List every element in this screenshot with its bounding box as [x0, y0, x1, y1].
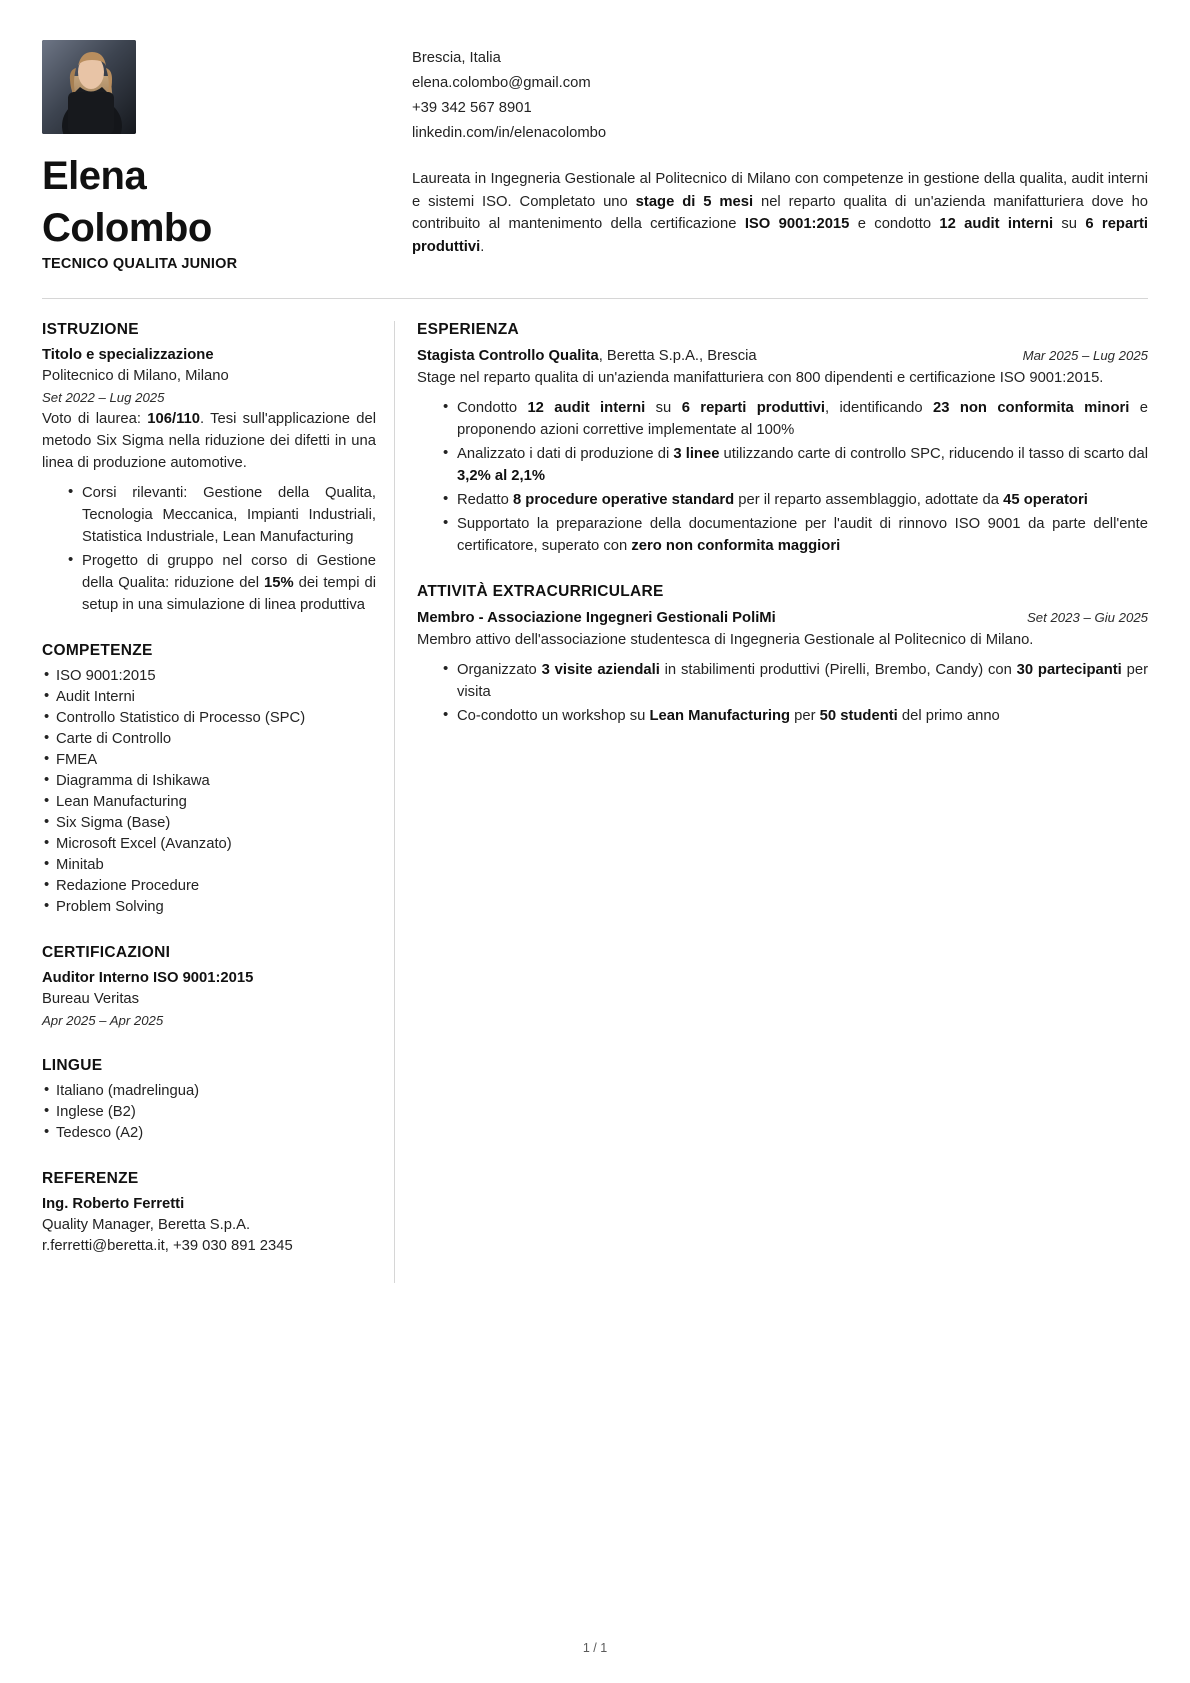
education-entry-institution: Politecnico di Milano, Milano	[42, 368, 229, 384]
list-item: • Diagramma di Ishikawa	[42, 771, 376, 792]
extracurricular-entries	[417, 607, 1148, 727]
list-item: • Redazione Procedure	[42, 876, 376, 897]
list-item: • Co-condotto un workshop su Lean Manufacturing per 50 studenti del primo anno	[439, 705, 1148, 727]
portrait-photo-icon	[42, 40, 136, 134]
list-item: • Organizzato 3 visite aziendali in stabilimenti produttivi (Pirelli, Brembo, Candy) con 30 partecipanti per visita	[439, 659, 1148, 703]
entry-title-group	[417, 608, 776, 629]
entry-company: , Beretta S.p.A., Brescia	[598, 348, 757, 364]
contact-phone[interactable]: +39 342 567 8901	[412, 100, 532, 116]
certification-issuer: Bureau Veritas	[42, 991, 140, 1007]
section-heading-education: ISTRUZIONE	[42, 321, 139, 338]
last-name: Colombo	[42, 206, 212, 250]
certification-date: Apr 2025 – Apr 2025	[42, 1013, 164, 1028]
header-divider	[42, 298, 1148, 299]
education-entry-date: Set 2022 – Lug 2025	[42, 390, 165, 405]
entry-bullet-list	[439, 397, 1148, 557]
reference-position: Quality Manager, Beretta S.p.A.	[42, 1217, 251, 1233]
entry-header-row	[417, 607, 1148, 629]
list-item: • Condotto 12 audit interni su 6 reparti produttivi, identificando 23 non conformita minori e proponendo azioni correttive implementate al 100%	[439, 397, 1148, 441]
section-heading-skills: COMPETENZE	[42, 642, 153, 659]
entry-role: Membro - Associazione Ingegneri Gestionali PoliMi	[417, 610, 776, 626]
entry-role: Stagista Controllo Qualita	[417, 348, 599, 364]
page-indicator: 1 / 1	[582, 1641, 608, 1655]
header-contact-block	[394, 40, 1148, 258]
list-item: • Carte di Controllo	[42, 729, 376, 750]
section-references	[42, 1170, 376, 1257]
skills-list	[42, 666, 376, 918]
list-item: • Progetto di gruppo nel corso di Gestione della Qualita: riduzione del 15% dei tempi di setup in una simulazione di linea produttiva	[64, 550, 376, 616]
experience-entries	[417, 345, 1148, 557]
education-entry-description: Voto di laurea: 106/110. Tesi sull'applicazione del metodo Six Sigma nella riduzione dei difetti in una linea di produzione automotive.	[42, 411, 377, 471]
list-item: • Audit Interni	[42, 687, 376, 708]
experience-entry	[417, 607, 1148, 727]
header-identity-block	[42, 40, 394, 272]
list-item: • Tedesco (A2)	[42, 1123, 376, 1144]
section-certifications	[42, 944, 376, 1031]
section-languages	[42, 1057, 376, 1144]
section-experience	[417, 321, 1148, 557]
entry-bullet-list	[439, 659, 1148, 727]
list-item: • Problem Solving	[42, 897, 376, 918]
resume-body	[42, 321, 1148, 1283]
contact-linkedin[interactable]: linkedin.com/in/elenacolombo	[412, 125, 607, 141]
section-heading-experience: ESPERIENZA	[417, 321, 520, 338]
entry-date: Mar 2025 – Lug 2025	[1022, 348, 1148, 363]
section-heading-languages: LINGUE	[42, 1057, 103, 1074]
section-heading-references: REFERENZE	[42, 1170, 139, 1187]
list-item: • Supportato la preparazione della documentazione per l'audit di rinnovo ISO 9001 da parte dell'ente certificatore, superato con zero non conformita maggiori	[439, 513, 1148, 557]
list-item: • Inglese (B2)	[42, 1102, 376, 1123]
reference-contact[interactable]: r.ferretti@beretta.it, +39 030 891 2345	[42, 1238, 293, 1254]
first-name: Elena	[42, 154, 147, 198]
entry-date: Set 2023 – Giu 2025	[1027, 610, 1148, 625]
list-item: • Six Sigma (Base)	[42, 813, 376, 834]
page-footer	[0, 1641, 1190, 1655]
left-column	[42, 321, 394, 1283]
education-bullet-list	[64, 482, 376, 616]
list-item: • Analizzato i dati di produzione di 3 linee utilizzando carte di controllo SPC, riducendo il tasso di scarto dal 3,2% al 2,1%	[439, 443, 1148, 487]
certification-title: Auditor Interno ISO 9001:2015	[42, 970, 254, 986]
languages-list	[42, 1081, 376, 1144]
education-entry-title: Titolo e specializzazione	[42, 347, 214, 363]
section-skills	[42, 642, 376, 918]
entry-description: Stage nel reparto qualita di un'azienda manifatturiera con 800 dipendenti e certificazione ISO 9001:2015.	[417, 370, 1104, 386]
list-item: • Minitab	[42, 855, 376, 876]
right-column	[394, 321, 1148, 1283]
list-item: • Redatto 8 procedure operative standard per il reparto assemblaggio, adottate da 45 operatori	[439, 489, 1148, 511]
contact-location: Brescia, Italia	[412, 50, 501, 66]
list-item: • FMEA	[42, 750, 376, 771]
section-heading-certifications: CERTIFICAZIONI	[42, 944, 171, 961]
entry-description: Membro attivo dell'associazione studentesca di Ingegneria Gestionale al Politecnico di Milano.	[417, 632, 1034, 648]
experience-entry	[417, 345, 1148, 557]
job-title: TECNICO QUALITA JUNIOR	[42, 256, 238, 272]
section-extracurricular	[417, 583, 1148, 727]
list-item: • Controllo Statistico di Processo (SPC)	[42, 708, 376, 729]
list-item: • Italiano (madrelingua)	[42, 1081, 376, 1102]
list-item: • ISO 9001:2015	[42, 666, 376, 687]
list-item: • Corsi rilevanti: Gestione della Qualita, Tecnologia Meccanica, Impianti Industriali, Statistica Industriale, Lean Manufacturing	[64, 482, 376, 548]
section-education	[42, 321, 376, 616]
page-title	[42, 150, 394, 254]
resume-header	[42, 40, 1148, 280]
contact-email[interactable]: elena.colombo@gmail.com	[412, 75, 591, 91]
entry-header-row	[417, 345, 1148, 367]
list-item: • Microsoft Excel (Avanzato)	[42, 834, 376, 855]
profile-photo	[42, 40, 136, 134]
entry-title-group	[417, 346, 757, 367]
reference-name: Ing. Roberto Ferretti	[42, 1196, 185, 1212]
section-heading-extracurricular: ATTIVITÀ EXTRACURRICULARE	[417, 583, 664, 600]
profile-summary: Laureata in Ingegneria Gestionale al Politecnico di Milano con competenze in gestione della qualita, audit interni e sistemi ISO. Completato uno stage di 5 mesi nel reparto qualita di un'azienda manifatturiera dove ho contribuito al mantenimento della certificazione ISO 9001:2015 e condotto 12 audit interni su 6 reparti produttivi.	[412, 171, 1149, 255]
list-item: • Lean Manufacturing	[42, 792, 376, 813]
